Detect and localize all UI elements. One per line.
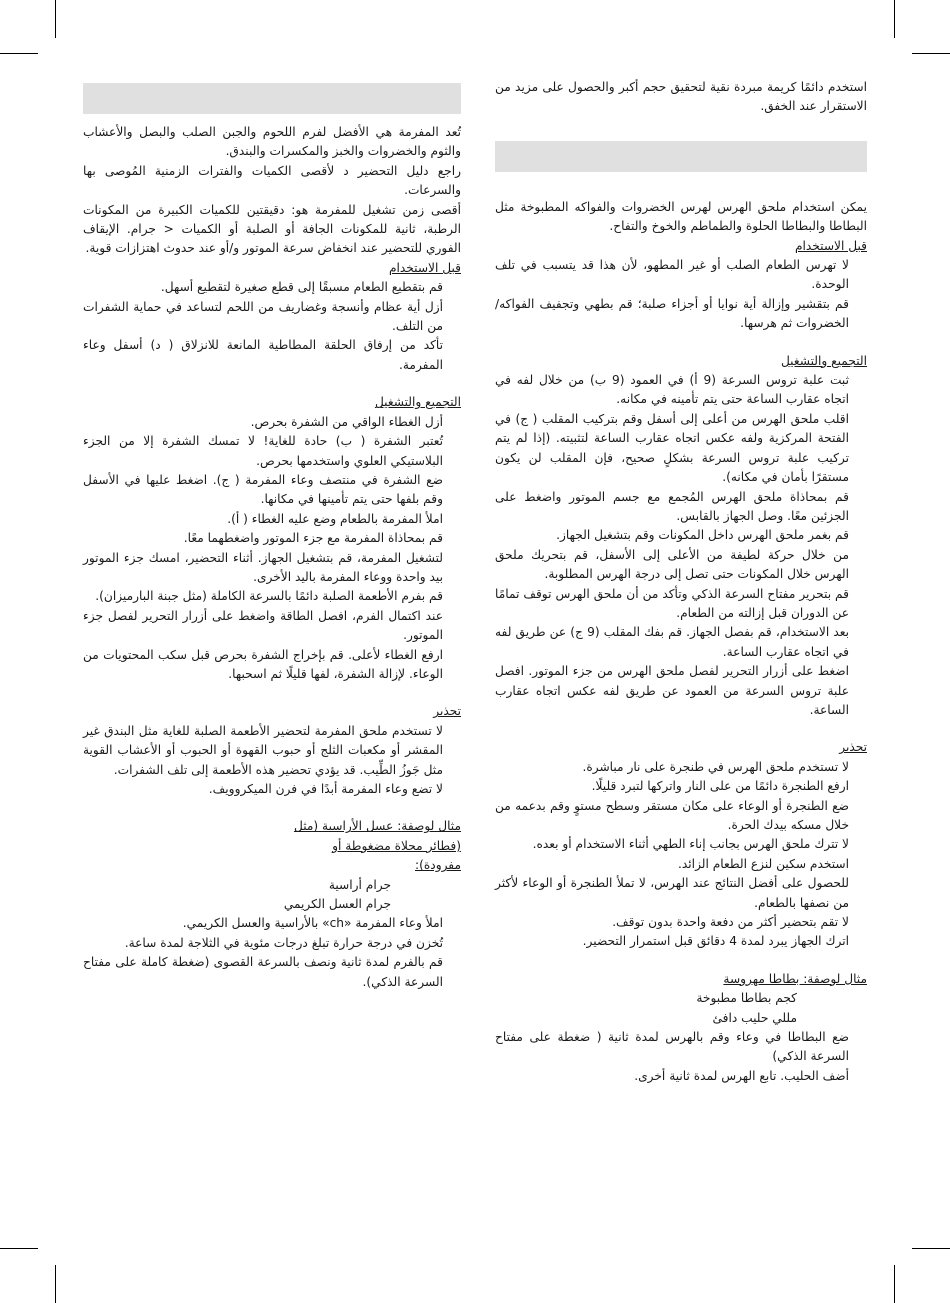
chopper-recipe (83, 817, 461, 992)
list-item: من خلال حركة لطيفة من الأعلى إلى الأسفل، قم بتحريك ملحق الهرس خلال المكونات حتى تصل إلى درجة الهرس المطلوبة. (495, 547, 849, 582)
list-item: تُعتبر الشفرة ( ب) حادة للغاية! لا تمسك الشفرة إلا من الجزء البلاستيكي العلوي واستخدمها بحرص. (83, 434, 443, 468)
crop-mark (55, 0, 56, 38)
list-item: اضغط على أزرار التحرير لفصل ملحق الهرس من جزء الموتور. افصل علبة تروس السرعة من العمود عن طريق لفه عكس اتجاه عقارب الساعة. (495, 664, 849, 717)
recipe-step: أضف الحليب. تابع الهرس لمدة ثانية أخرى. (634, 1068, 849, 1083)
section-heading: قبل الاستخدام (388, 260, 461, 275)
chopper-warning (83, 702, 461, 799)
list-item: قم بفرم الأطعمة الصلبة دائمًا بالسرعة الكاملة (مثل جبنة البارميزان). (95, 589, 443, 604)
masher-recipe (495, 970, 867, 1086)
section-heading: التجميع والتشغيل (780, 353, 867, 368)
crop-mark (912, 53, 950, 54)
list-item: اترك الجهاز يبرد لمدة 4 دقائق قبل استمرار التحضير. (582, 934, 849, 949)
crop-mark (894, 1265, 895, 1303)
ingredient: مللي حليب دافئ (712, 1010, 797, 1025)
list-item: قم بتقطيع الطعام مسبقًا إلى قطع صغيرة لتقطيع أسهل. (160, 280, 443, 295)
list-item: تأكد من إرفاق الحلقة المطاطية المانعة للانزلاق ( د) أسفل وعاء المفرمة. (83, 338, 443, 372)
masher-warning (495, 738, 867, 951)
list-item: لا تترك ملحق الهرس بجانب إناء الطهي أثناء الاستخدام أو بعده. (532, 837, 849, 852)
section-heading: تحذير (433, 704, 461, 719)
list-item: قم بتحرير مفتاح السرعة الذكي وتأكد من أن ملحق الهرس توقف تمامًا عن الدوران قبل إزالته من الطعام. (495, 586, 849, 620)
recipe-step: املأ وعاء المفرمة «ch» بالأراسية والعسل الكريمي. (182, 916, 443, 931)
left-column (83, 78, 461, 1010)
section-heading: مثال لوصفة: بطاطا مهروسة (723, 971, 867, 986)
masher-section-bar (495, 141, 867, 172)
list-item: لا تستخدم ملحق الهرس في طنجرة على نار مباشرة. (582, 759, 849, 774)
recipe-step: قم بالفرم لمدة ثانية ونصف بالسرعة القصوى (ضغطة كاملة على مفتاح السرعة الذكي). (83, 955, 443, 989)
chopper-guide-ref: راجع دليل التحضير د لأقصى الكميات والفترات الزمنية المُوصى بها والسرعات. (83, 163, 461, 198)
list-item: ارفع الطنجرة دائمًا من على النار واتركها لتبرد قليلًا. (591, 779, 849, 794)
recipe-step: ضع البطاطا في وعاء وقم بالهرس لمدة ثانية ( ضغطة على مفتاح السرعة الذكي) (495, 1030, 849, 1064)
list-item: عند اكتمال الفرم، افصل الطاقة واضغط على أزرار التحرير لفصل جزء الموتور. (83, 608, 443, 643)
masher-assembly (495, 352, 867, 721)
crop-mark (912, 1248, 950, 1249)
ingredient: كجم بطاطا مطبوخة (696, 991, 797, 1006)
list-item: لا تهرس الطعام الصلب أو غير المطهو، لأن هذا قد يتسبب في تلف الوحدة. (495, 258, 849, 292)
list-item: ارفع الغطاء لأعلى. قم بإخراج الشفرة بحرص قبل سكب المحتويات من الوعاء. لإزالة الشفرة، لفها قليلًا ثم اسحبها. (83, 647, 443, 681)
chopper-intro: تُعد المفرمة هي الأفضل لفرم اللحوم والجبن الصلب والبصل والأعشاب والثوم والخضروات والخبز والمكسرات والبندق. (83, 125, 461, 159)
list-item: بعد الاستخدام، قم بفصل الجهاز. قم بفك المقلب (9 ج) عن طريق لفه في اتجاه عقارب الساعة. (495, 625, 850, 659)
ingredient: جرام العسل الكريمي (283, 897, 391, 912)
crop-mark (0, 1248, 38, 1249)
crop-mark (55, 1265, 56, 1303)
crop-mark (0, 53, 38, 54)
list-item: أزل أية عظام وأنسجة وغضاريف من اللحم لتساعد في حماية الشفرات من التلف. (83, 299, 443, 334)
chopper-assembly (83, 393, 461, 684)
section-heading: مثال لوصفة: عسل الأراسية (مثل (فطائر محلاة مضغوطة أو مفرودة): (293, 819, 461, 873)
list-item: ضع الشفرة في منتصف وعاء المفرمة ( ج). اضغط عليها في الأسفل وقم بلفها حتى يتم تأمينها في مكانها. (83, 472, 443, 507)
list-item: ضع الطنجرة أو الوعاء على مكان مستقر وسطح مستوٍ وقم بدعمه من خلال مسكه بيدك الحرة. (495, 798, 849, 832)
chopper-section-bar (83, 83, 461, 114)
section-heading: قبل الاستخدام (794, 238, 867, 253)
list-item: قم بمحاذاة ملحق الهرس المُجمع مع جسم الموتور واضغط على الجزئين معًا. وصل الجهاز بالقابس. (495, 489, 849, 523)
list-item: اقلب ملحق الهرس من أعلى إلى أسفل وقم بتركيب المقلب ( ج) في الفتحة المركزية ولفه عكس اتجاه عقارب الساعة لتثبيته. (إذا لم يتم تركيب علبة تروس السرعة بشكلٍ صحيح، فإن المقلب لن يكون مستقرًا بأمان في مكانه). (495, 411, 849, 485)
chopper-max-time: أقصى زمن تشغيل للمفرمة هو: دقيقتين للكميات الكبيرة من المكونات الرطبة، ثانية للمكونات الجافة أو الصلبة أو الكميات < جرام. الإيقاف الفوري للتحضير عند انخفاض سرعة الموتور و/أو عند حدوث اهتزازات قوية. (83, 202, 461, 256)
list-item: املأ المفرمة بالطعام وضع عليه الغطاء ( أ). (227, 511, 443, 526)
list-item: لتشغيل المفرمة، قم بتشغيل الجهاز. أثناء التحضير، امسك جزء الموتور بيد واحدة ووعاء المفرمة باليد الأخرى. (83, 550, 443, 584)
crop-mark (894, 0, 895, 38)
ingredient: جرام أراسية (328, 877, 391, 892)
recipe-step: تُخزن في درجة حرارة تبلغ درجات مئوية في الثلاجة لمدة ساعة. (124, 935, 443, 950)
list-item: ثبت علبة تروس السرعة (9 أ) في العمود (9 ب) من خلال لفه في اتجاه عقارب الساعة حتى يتم تأمينه في مكانه. (495, 373, 849, 407)
list-item: قم بتقشير وإزالة أية نوايا أو أجزاء صلبة؛ قم بطهي وتجفيف الفواكه/ الخضروات ثم هرسها. (495, 296, 849, 331)
list-item: قم بغمر ملحق الهرس داخل المكونات وقم بتشغيل الجهاز. (556, 528, 849, 543)
list-item: لا تضع وعاء المفرمة أبدًا في فرن الميكروويف. (208, 782, 443, 796)
chopper-before-use (83, 259, 461, 375)
list-item: قم بمحاذاة المفرمة مع جزء الموتور واضغطهما معًا. (183, 531, 443, 546)
list-item: استخدم سكين لنزع الطعام الزائد. (678, 856, 849, 871)
list-item: لا تقم بتحضير أكثر من دفعة واحدة بدون توقف. (612, 915, 849, 930)
list-item: للحصول على أفضل النتائج عند الهرس، لا تملأ الطنجرة أو الوعاء لأكثر من نصفها بالطعام. (495, 876, 849, 910)
right-column (495, 78, 867, 1104)
masher-intro: يمكن استخدام ملحق الهرس لهرس الخضروات والفواكه المطبوخة مثل البطاطا والبطاطا الحلوة والطماطم والخوخ والتفاح. (495, 199, 867, 234)
section-heading: التجميع والتشغيل (374, 395, 461, 410)
section-heading: تحذير (839, 740, 867, 755)
masher-before-use (495, 237, 867, 334)
list-item: لا تستخدم ملحق المفرمة لتحضير الأطعمة الصلبة للغاية مثل البندق غير المقشر أو مكعبات الثلج أو حبوب القهوة أو الحبوب أو الأعشاب القوية مثل جَوزُ الطِّيب. قد يؤدي تحضير هذه الأطعمة إلى تلف الشفرات. (83, 723, 443, 777)
whipping-tip: استخدم دائمًا كريمة مبردة نقية لتحقيق حجم أكبر والحصول على مزيد من الاستقرار عند الخفق. (495, 80, 867, 114)
list-item: أزل الغطاء الواقي من الشفرة بحرص. (250, 414, 443, 429)
